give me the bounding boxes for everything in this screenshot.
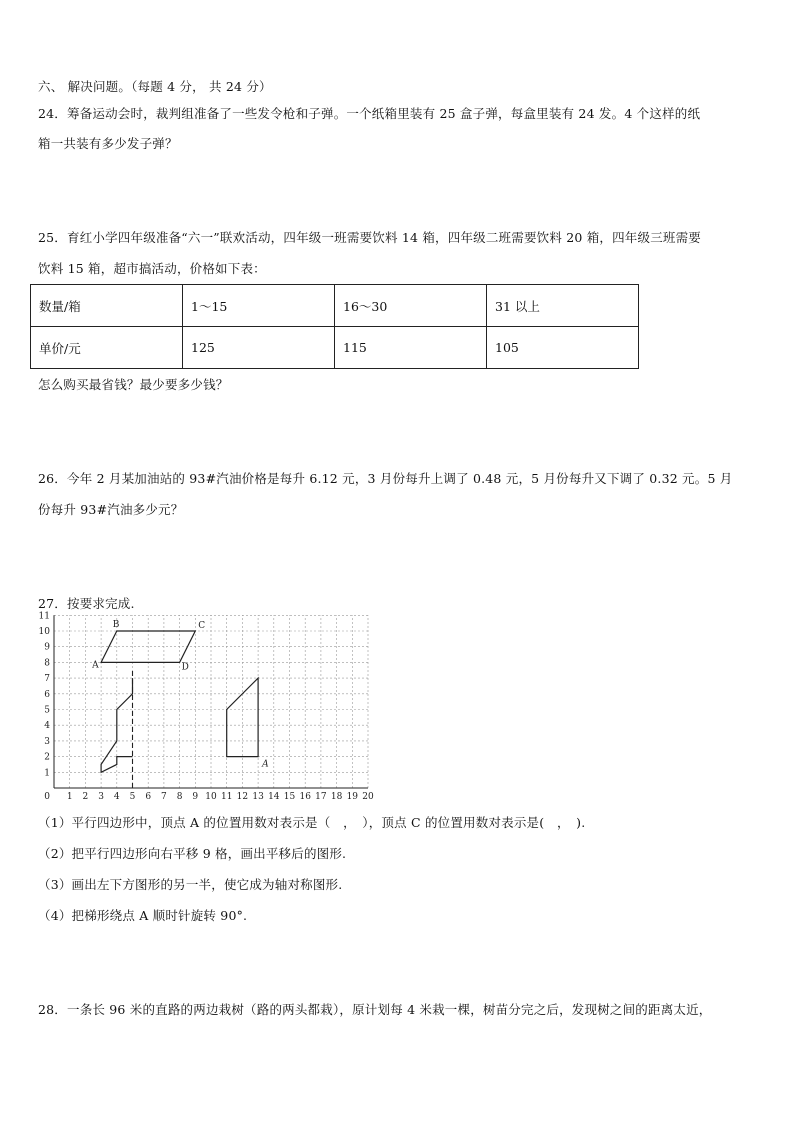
question-24-line2: 箱一共装有多少发子弹？	[38, 136, 178, 151]
section-heading: 六、 解决问题。（每题 4 分， 共 24 分）	[38, 79, 272, 94]
trapezoid-shape	[227, 678, 258, 757]
question-27-sub4: （4）把梯形绕点 A 顺时针旋转 90°.	[38, 908, 248, 923]
x-tick-label: 14	[268, 792, 280, 802]
x-tick-label: 17	[315, 792, 327, 802]
vertex-label: B	[112, 620, 120, 630]
y-tick-label: 11	[38, 611, 50, 622]
x-tick-label: 19	[346, 792, 359, 802]
x-tick-label: 3	[98, 792, 104, 802]
y-tick-label: 3	[44, 736, 50, 747]
question-24-line1: 24．筹备运动会时，裁判组准备了一些发令枪和子弹。一个纸箱里装有 25 盒子弹，每盒里装有 24 发。4 个这样的纸	[38, 106, 701, 121]
vertex-label: C	[198, 621, 206, 631]
y-tick-label: 4	[44, 721, 50, 732]
x-tick-label: 7	[161, 792, 167, 802]
x-tick-label: 8	[176, 792, 183, 802]
question-25-line2: 饮料 15 箱，超市搞活动，价格如下表：	[38, 261, 266, 276]
x-tick-label: 15	[283, 792, 296, 802]
y-tick-label: 6	[44, 689, 50, 700]
vertex-label: D	[181, 662, 189, 673]
question-27-sub1: （1）平行四边形中，顶点 A 的位置用数对表示是（ ， ），顶点 C 的位置用数对表示是( ， ).	[38, 815, 586, 830]
table-cell: 数量/箱	[31, 285, 183, 327]
question-27-sub2: （2）把平行四边形向右平移 9 格，画出平移后的图形.	[38, 846, 347, 861]
y-tick-label: 2	[44, 752, 50, 763]
x-tick-label: 18	[330, 792, 343, 802]
table-cell: 115	[335, 327, 487, 369]
x-tick-label: 13	[252, 792, 264, 802]
x-tick-label: 4	[113, 792, 120, 802]
table-cell: 1～15	[183, 285, 335, 327]
x-tick-label: 12	[236, 792, 249, 802]
x-tick-label: 6	[145, 792, 152, 802]
question-27-sub3: （3）画出左下方图形的另一半，使它成为轴对称图形.	[38, 877, 343, 892]
x-tick-label: 10	[205, 792, 217, 802]
table-row	[31, 327, 639, 369]
question-25-line1: 25．育红小学四年级准备“六一”联欢活动，四年级一班需要饮料 14 箱，四年级二班需要饮料 20 箱，四年级三班需要	[38, 230, 701, 245]
question-27-title: 27．按要求完成.	[38, 596, 135, 611]
y-tick-label: 5	[44, 705, 50, 716]
origin-label: 0	[44, 792, 50, 802]
price-table	[30, 284, 639, 369]
coordinate-grid-figure	[36, 611, 386, 802]
trapezoid-vertex-label: A	[262, 759, 269, 770]
question-25-prompt: 怎么购买最省钱？最少要多少钱？	[38, 377, 229, 392]
x-tick-label: 1	[66, 792, 73, 802]
y-tick-label: 8	[44, 658, 50, 669]
table-cell: 105	[487, 327, 639, 369]
question-28-line1: 28．一条长 96 米的直路的两边栽树（路的两头都栽），原计划每 4 米栽一棵，树苗分完之后，发现树之间的距离太近，	[38, 1002, 712, 1017]
y-tick-label: 9	[44, 642, 50, 653]
table-cell: 31 以上	[487, 285, 639, 327]
x-tick-label: 9	[192, 792, 199, 802]
question-26-line1: 26．今年 2 月某加油站的 93#汽油价格是每升 6.12 元，3 月份每升上调了 0.48 元，5 月份每升又下调了 0.32 元。5 月	[38, 471, 733, 486]
x-tick-label: 5	[129, 792, 136, 802]
vertex-label: A	[92, 660, 99, 671]
x-tick-label: 20	[362, 792, 374, 802]
x-tick-label: 2	[82, 792, 89, 802]
x-tick-label: 16	[299, 792, 311, 802]
table-cell: 单价/元	[31, 327, 183, 369]
question-26-line2: 份每升 93#汽油多少元？	[38, 502, 184, 517]
y-tick-label: 1	[44, 768, 50, 779]
table-row	[31, 285, 639, 327]
x-tick-label: 11	[220, 792, 233, 802]
y-tick-label: 10	[38, 627, 50, 637]
y-tick-label: 7	[44, 674, 50, 685]
table-cell: 125	[183, 327, 335, 369]
table-cell: 16～30	[335, 285, 487, 327]
